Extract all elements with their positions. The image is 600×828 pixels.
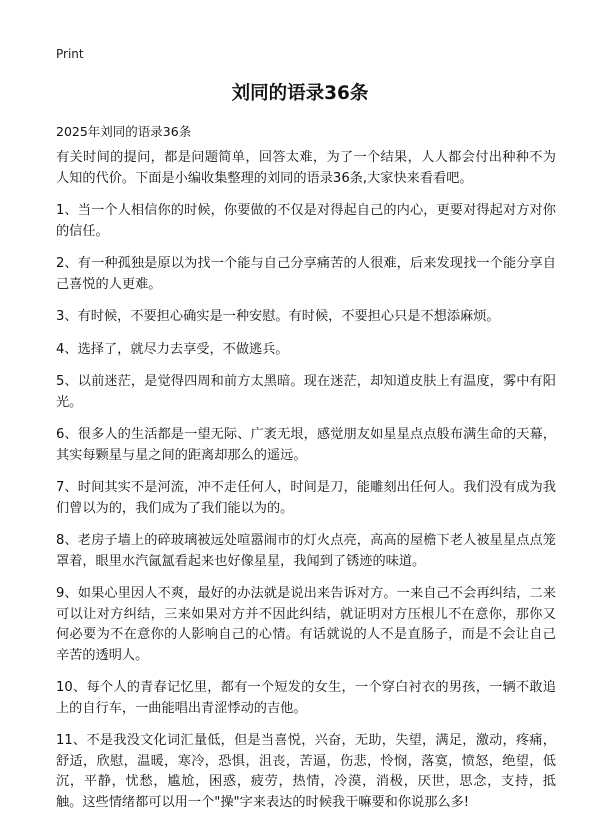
print-link[interactable]: Print <box>56 47 84 61</box>
quote-paragraph: 7、时间其实不是河流，冲不走任何人，时间是刀，能雕刻出任何人。我们没有成为我们曾以为的，我们成为了我们能以为的。 <box>56 480 556 516</box>
quote-paragraph: 3、有时候，不要担心确实是一种安慰。有时候，不要担心只是不想添麻烦。 <box>56 309 500 324</box>
quote-paragraph: 4、选择了，就尽力去享受，不做逃兵。 <box>56 341 289 357</box>
quote-paragraph: 11、不是我没文化词汇量低，但是当喜悦，兴奋，无助，失望，满足，激动，疼痛，舒适，欣慰，温暖，寒冷，恐惧，沮丧，苦逼，伤悲，怜悯，落寞，愤怒，绝望，低沉，平静，忧愁，尴尬，困惑，疲劳，热情，冷漠，消极，厌世，思念，支持，抵触。这些情绪都可以用一个"操"字来表达的时候我干嘛要和你说那么多! <box>56 733 556 810</box>
quote-paragraph: 10、每个人的青春记忆里，都有一个短发的女生，一个穿白衬衣的男孩，一辆不敢追上的自行车，一曲能唱出青涩悸动的吉他。 <box>56 680 556 716</box>
quote-paragraph: 8、老房子墙上的碎玻璃被远处喧嚣闹市的灯火点亮，高高的屋檐下老人被星星点点笼罩着，眼里水汽氤氲看起来也好像星星，我闻到了锈迹的味道。 <box>56 533 556 569</box>
quote-paragraph: 9、如果心里因人不爽，最好的办法就是说出来告诉对方。一来自己不会再纠结，二来可以让对方纠结，三来如果对方并不因此纠结，就证明对方压根儿不在意你，那你又何必要为不在意你的人影响自己的心情。有话就说的人不是直肠子，而是不会让自己辛苦的透明人。 <box>56 586 556 663</box>
intro-paragraph: 有关时间的提问，都是问题简单，回答太难，为了一个结果，人人都会付出种种不为人知的代价。下面是小编收集整理的刘同的语录36条,大家快来看看吧。 <box>56 150 556 186</box>
article-body <box>56 148 556 825</box>
quote-paragraph: 6、很多人的生活都是一望无际、广袤无垠，感觉朋友如星星点点般布满生命的天幕，其实每颗星与星之间的距离却那么的遥远。 <box>56 427 556 463</box>
quote-paragraph: 2、有一种孤独是原以为找一个能与自己分享痛苦的人很难，后来发现找一个能分享自己喜悦的人更难。 <box>56 256 556 292</box>
quote-paragraph: 5、以前迷茫，是觉得四周和前方太黑暗。现在迷茫，却知道皮肤上有温度，雾中有阳光。 <box>56 374 556 410</box>
quote-paragraph: 1、当一个人相信你的时候，你要做的不仅是对得起自己的内心，更要对得起对方对你的信任。 <box>56 203 556 239</box>
page-title: 刘同的语录36条 <box>231 83 369 104</box>
page-subtitle: 2025年刘同的语录36条 <box>56 124 192 139</box>
